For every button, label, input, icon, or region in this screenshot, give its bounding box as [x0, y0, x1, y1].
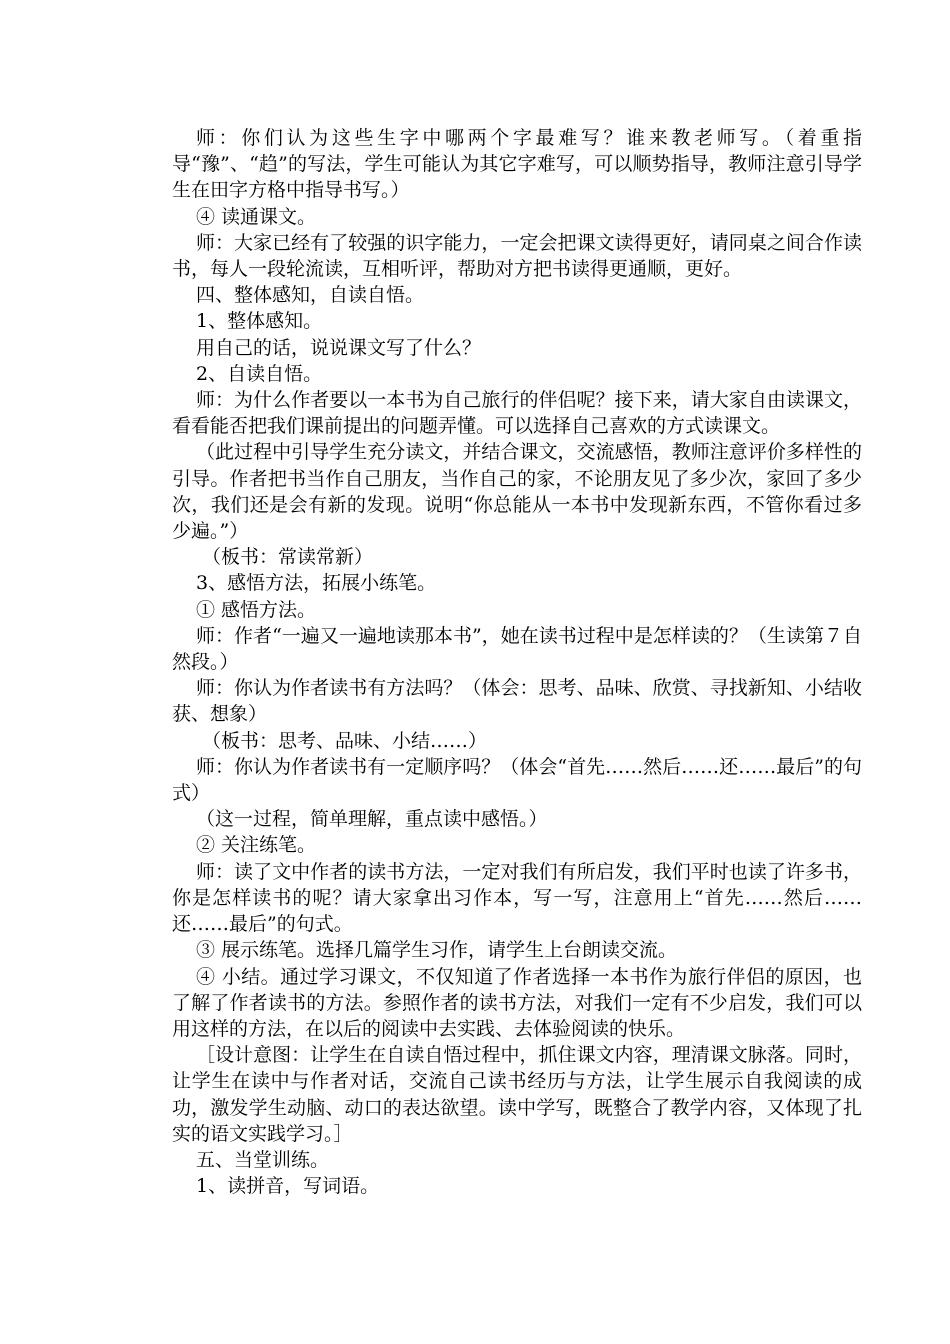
paragraph-step-display: ③ 展示练笔。选择几篇学生习作，请学生上台朗读交流。 — [196, 939, 678, 962]
paragraph-design-intent: ［设计意图：让学生在自读自悟过程中，抓住课文内容，理清课文脉落。同时，让学生在读中与作者对话，交流自己读书经历与方法，让学生展示自我阅读的成功，激发学生动脑、动口的表达欲望。读中学写，既整合了教学内容，又体现了扎实的语文实践学习。］ — [172, 1044, 862, 1145]
paragraph-overall-perception: 1、整体感知。 — [196, 310, 323, 333]
paragraph-step-read-through: ④ 读通课文。 — [196, 205, 317, 228]
paragraph-step-summary: ④ 小结。通过学习课文，不仅知道了作者选择一本书作为旅行伴侣的原因，也了解了作者读书的方法。参照作者的读书方法，对我们一定有不少启发，我们可以用这样的方法，在以后的阅读中去实践、去体验阅读的快乐。 — [172, 965, 862, 1040]
paragraph-teacher-why-book: 师：为什么作者要以一本书为自己旅行的伴侣呢？接下来，请大家自由读课文，看看能否把我们课前提出的问题弄懂。可以选择自己喜欢的方式读课文。 — [172, 389, 862, 438]
paragraph-teacher-writing-task: 师：读了文中作者的读书方法，一定对我们有所启发，我们平时也读了许多书，你是怎样读书的呢？请大家拿出习作本，写一写，注意用上“首先……然后……还……最后”的句式。 — [172, 860, 862, 936]
paragraph-process-note-2: （这一过程，简单理解，重点读中感悟。） — [196, 808, 548, 831]
paragraph-step-writing-practice: ② 关注练笔。 — [196, 834, 317, 857]
paragraph-section-five-heading: 五、当堂训练。 — [196, 1148, 330, 1171]
paragraph-summary-question: 用自己的话，说说课文写了什么？ — [196, 336, 482, 359]
paragraph-method-heading: 3、感悟方法，拓展小练笔。 — [196, 572, 437, 595]
paragraph-board-note-2: （板书：思考、品味、小结……） — [202, 729, 488, 752]
paragraph-self-reading: 2、自读自悟。 — [196, 362, 323, 385]
paragraph-board-note-1: （板书：常读常新） — [202, 546, 374, 569]
document-body — [172, 125, 862, 1199]
paragraph-teacher-writing-guidance: 师：你们认为这些生字中哪两个字最难写？谁来教老师写。（着重指导“豫”、“趋”的写法，学生可能认为其它字难写，可以顺势指导，教师注意引导学生在田字方格中指导书写。） — [172, 127, 862, 202]
paragraph-exercise-one: 1、读拼音，写词语。 — [196, 1175, 380, 1198]
paragraph-teacher-method-question: 师：你认为作者读书有方法吗？（体会：思考、品味、欣赏、寻找新知、小结收获、想象） — [172, 677, 862, 726]
paragraph-process-note: （此过程中引导学生充分读文，并结合课文，交流感悟，教师注意评价多样性的引导。作者把书当作自己朋友，当作自己的家，不论朋友见了多少次，家回了多少次，我们还是会有新的发现。说明“你总能从一本书中发现新东西，不管你看过多少遍。”） — [172, 441, 862, 543]
paragraph-teacher-order-question: 师：你认为作者读书有一定顺序吗？（体会“首先……然后……还……最后”的句式） — [172, 755, 862, 805]
paragraph-step-perceive-method: ① 感悟方法。 — [196, 598, 317, 621]
paragraph-section-four-heading: 四、整体感知，自读自悟。 — [196, 284, 425, 307]
paragraph-teacher-partner-reading: 师：大家已经有了较强的识字能力，一定会把课文读得更好，请同桌之间合作读书，每人一段轮流读，互相听评，帮助对方把书读得更通顺，更好。 — [172, 231, 862, 281]
paragraph-teacher-how-read: 师：作者“一遍又一遍地读那本书”，她在读书过程中是怎样读的？（生读第７自然段。） — [172, 624, 862, 674]
